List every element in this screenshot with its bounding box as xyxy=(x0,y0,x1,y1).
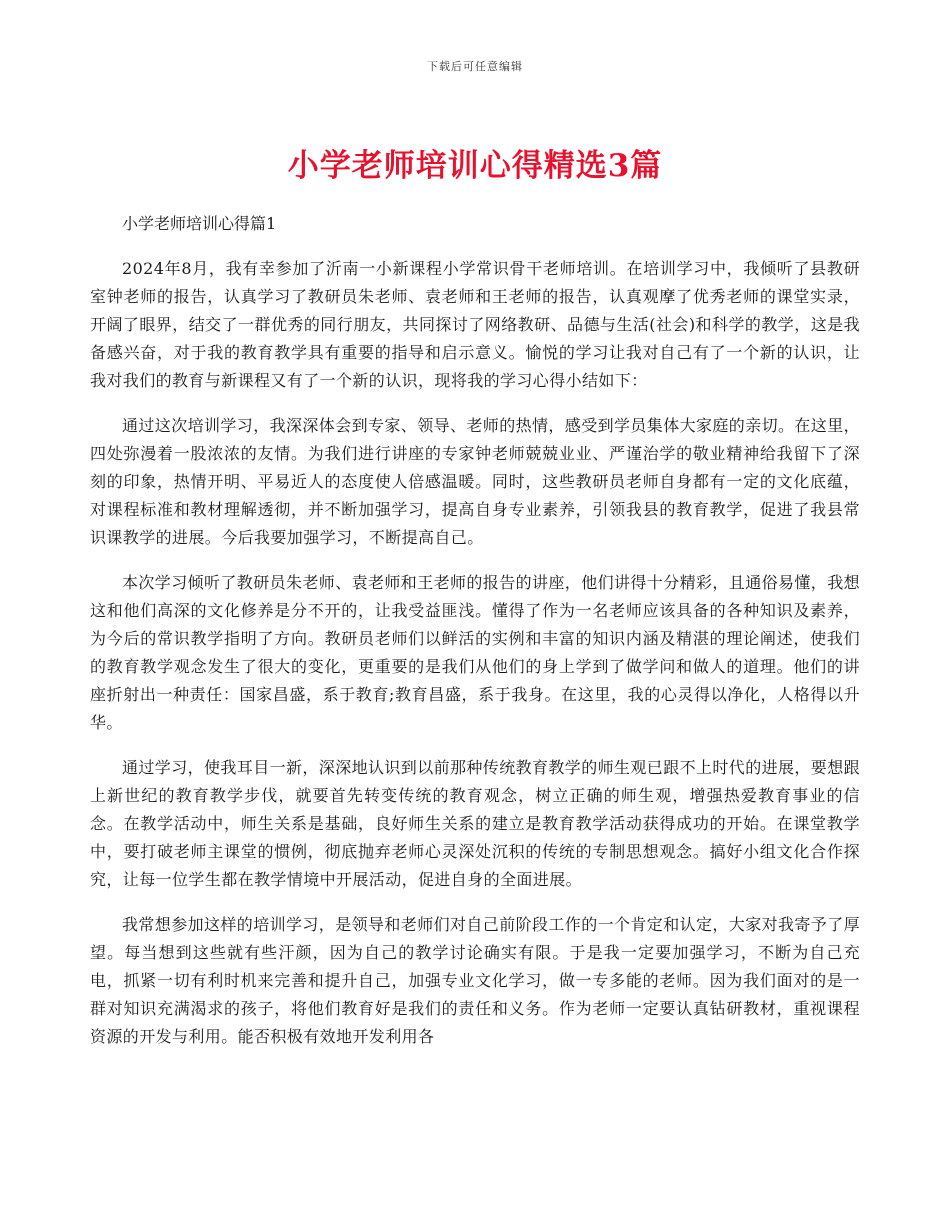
section-heading: 小学老师培训心得篇1 xyxy=(122,214,277,233)
paragraph-5: 我常想参加这样的培训学习，是领导和老师们对自己前阶段工作的一个肯定和认定，大家对我寄予了厚望。每当想到这些就有些汗颜，因为自己的教学讨论确实有限。于是我一定要加强学习，不断为自己充电，抓紧一切有利时机来完善和提升自己，加强专业文化学习，做一专多能的老师。因为我们面对的是一群对知识充满渴求的孩子，将他们教育好是我们的责任和义务。作为老师一定要认真钻研教材，重视课程资源的开发与利用。能否积极有效地开发利用各 xyxy=(90,915,861,1046)
document-title: 小学老师培训心得精选3篇 xyxy=(287,148,663,184)
paragraph-3: 本次学习倾听了教研员朱老师、袁老师和王老师的报告的讲座，他们讲得十分精彩，且通俗易懂，我想这和他们高深的文化修养是分不开的，让我受益匪浅。懂得了作为一名老师应该具备的各种知识及素养，为今后的常识教学指明了方向。教研员老师们以鲜活的实例和丰富的知识内涵及精湛的理论阐述，使我们的教育教学观念发生了很大的变化，更重要的是我们从他们的身上学到了做学问和做人的道理。他们的讲座折射出一种责任：国家昌盛，系于教育;教育昌盛，系于我身。在这里，我的心灵得以净化，人格得以升华。 xyxy=(90,573,861,732)
paragraph-2: 通过这次培训学习，我深深体会到专家、领导、老师的热情，感受到学员集体大家庭的亲切。在这里，四处弥漫着一股浓浓的友情。为我们进行讲座的专家钟老师兢兢业业、严谨治学的敬业精神给我留下了深刻的印象，热情开明、平易近人的态度使人倍感温暖。同时，这些教研员老师自身都有一定的文化底蕴，对课程标准和教材理解透彻，并不断加强学习，提高自身专业素养，引领我县的教育教学，促进了我县常识课教学的进展。今后我要加强学习，不断提高自己。 xyxy=(90,416,861,547)
paragraph-4: 通过学习，使我耳目一新，深深地认识到以前那种传统教育教学的师生观已跟不上时代的进展，要想跟上新世纪的教育教学步伐，就要首先转变传统的教育观念，树立正确的师生观，增强热爱教育事业的信念。在教学活动中，师生关系是基础，良好师生关系的建立是教育教学活动获得成功的开始。在课堂教学中，要打破老师主课堂的惯例，彻底抛弃老师心灵深处沉积的传统的专制思想观念。搞好小组文化合作探究，让每一位学生都在教学情境中开展活动，促进自身的全面进展。 xyxy=(90,758,861,889)
paragraph-1: 2024年8月，我有幸参加了沂南一小新课程小学常识骨干老师培训。在培训学习中，我倾听了县教研室钟老师的报告，认真学习了教研员朱老师、袁老师和王老师的报告，认真观摩了优秀老师的课堂实录，开阔了眼界，结交了一群优秀的同行朋友，共同探讨了网络教研、品德与生活(社会)和科学的教学，这是我备感兴奋，对于我的教育教学具有重要的指导和启示意义。愉悦的学习让我对自己有了一个新的认识，让我对我们的教育与新课程又有了一个新的认识，现将我的学习心得小结如下： xyxy=(90,259,860,390)
document-body xyxy=(90,210,860,1068)
header-note: 下载后可任意编辑 xyxy=(427,60,523,73)
